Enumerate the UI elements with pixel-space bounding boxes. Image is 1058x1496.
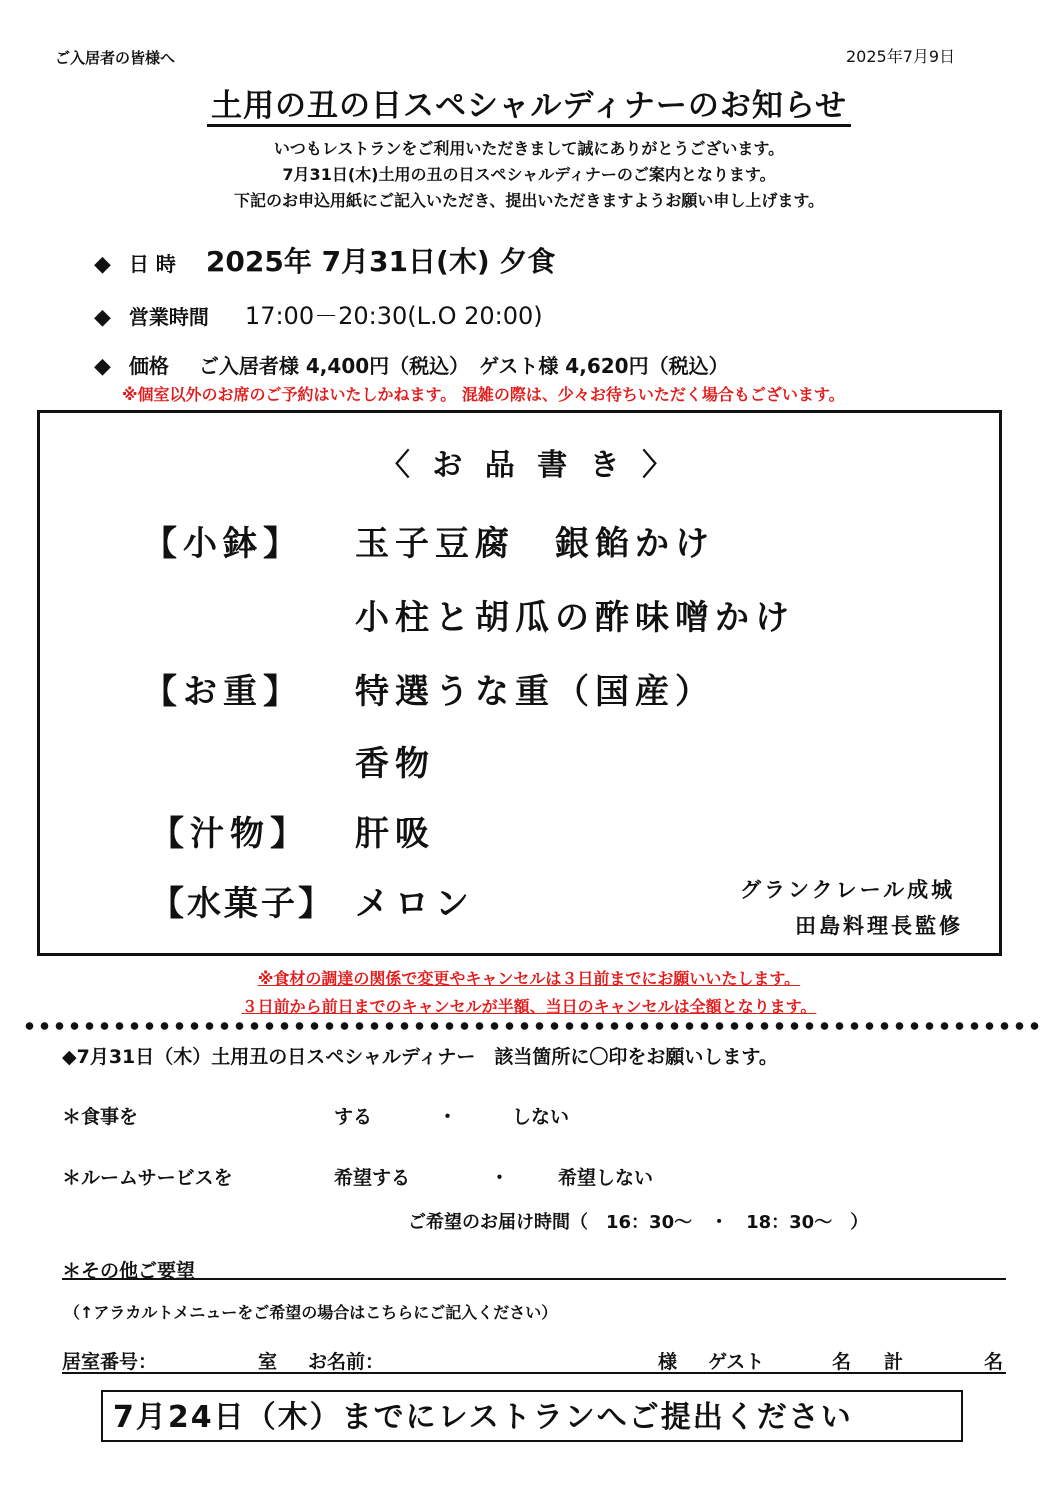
- room-service-separator: ・: [490, 1167, 510, 1189]
- intro-line-1: いつもレストランをご利用いただきまして誠にありがとうございます。: [273, 139, 785, 158]
- diamond-icon: ◆: [94, 305, 111, 330]
- alacarte-note: （↑アラカルトメニューをご希望の場合はこちらにご記入ください）: [64, 1303, 558, 1322]
- room-service-yes-option[interactable]: 希望する: [334, 1167, 411, 1189]
- meal-no-option[interactable]: しない: [512, 1106, 570, 1128]
- diamond-icon: ◆: [94, 354, 111, 379]
- date-label: 日 時: [128, 252, 176, 276]
- other-requests-line[interactable]: [62, 1278, 1006, 1280]
- menu-item-konomono: 香物: [355, 744, 435, 784]
- price-row: [94, 350, 729, 379]
- issue-date: 2025年7月9日: [846, 47, 956, 66]
- guest-label: ゲスト: [708, 1351, 765, 1373]
- menu-item-unaju: 特選うな重（国産）: [355, 672, 715, 712]
- intro-line-3: 下記のお申込用紙にご記入いただき、提出いただきますようお願い申し上げます。: [233, 191, 825, 210]
- room-suffix: 室: [258, 1351, 278, 1373]
- cancel-note-1: [0, 966, 1058, 989]
- chef-credit-line-2: 田島料理長監修: [795, 913, 963, 938]
- menu-item-kobashira: 小柱と胡瓜の酢味噌かけ: [355, 598, 795, 638]
- recipient: ご入居者の皆様へ: [55, 49, 176, 67]
- page-title: [0, 80, 1058, 125]
- name-label: お名前：: [308, 1351, 385, 1373]
- meal-separator: ・: [438, 1106, 458, 1128]
- date-value: 2025年 7月31日(木) 夕食: [205, 245, 556, 278]
- menu-heading: 〈 お 品 書 き 〉: [379, 448, 679, 483]
- sama-label: 様: [658, 1351, 678, 1373]
- intro-line-2: 7月31日(木)土用の丑の日スペシャルディナーのご案内となります。: [282, 165, 776, 184]
- menu-item-melon: メロン: [355, 884, 475, 924]
- guest-count-unit: 名: [832, 1351, 852, 1373]
- hours-label: 営業時間: [128, 305, 209, 329]
- price-label: 価格: [128, 354, 169, 378]
- menu-item-tamago: 玉子豆腐 銀餡かけ: [355, 524, 715, 564]
- delivery-time[interactable]: ご希望のお届け時間（ 16：30～ ・ 18：30～ ）: [408, 1212, 869, 1233]
- cut-line: [22, 1020, 1042, 1032]
- menu-item-kimosui: 肝吸: [355, 814, 435, 854]
- menu-category-shirumono: 【汁物】: [150, 814, 310, 854]
- deadline-box: 7月24日（木）までにレストランへご提出ください: [101, 1390, 963, 1442]
- room-service-label: ＊ルームサービスを: [62, 1167, 233, 1189]
- cancel-note-1-text: ※食材の調達の関係で変更やキャンセルは３日前までにお願いいたします。: [257, 969, 801, 988]
- menu-category-oju: 【お重】: [143, 672, 303, 712]
- page-title-text: 土用の丑の日スペシャルディナーのお知らせ: [207, 88, 851, 127]
- meal-label: ＊食事を: [62, 1106, 139, 1128]
- chef-credit-line-1: グランクレール成城: [740, 877, 956, 902]
- price-value: ご入居者様 4,400円（税込） ゲスト様 4,620円（税込）: [198, 354, 729, 378]
- menu-category-mizugashi: 【水菓子】: [150, 884, 335, 924]
- total-count-unit: 名: [984, 1351, 1004, 1373]
- price-note: ※個室以外のお席のご予約はいたしかねます。 混雑の際は、少々お待ちいただく場合もございます。: [122, 385, 845, 404]
- form-heading: ◆7月31日（木）土用丑の日スペシャルディナー 該当箇所に〇印をお願いします。: [62, 1046, 778, 1068]
- name-line[interactable]: [62, 1372, 1006, 1374]
- hours-value: 17:00－20:30(L.O 20:00): [244, 302, 543, 330]
- hours-row: [94, 296, 543, 331]
- menu-category-kobachi: 【小鉢】: [143, 524, 303, 564]
- room-number-label: 居室番号：: [62, 1351, 158, 1373]
- cancel-note-2: [0, 994, 1058, 1017]
- meal-yes-option[interactable]: する: [334, 1106, 373, 1128]
- diamond-icon: ◆: [94, 252, 111, 277]
- other-requests-label: ＊その他ご要望: [62, 1260, 196, 1282]
- room-service-no-option[interactable]: 希望しない: [558, 1167, 654, 1189]
- cancel-note-2-text: ３日前から前日までのキャンセルが半額、当日のキャンセルは全額となります。: [241, 997, 817, 1016]
- date-row: [94, 240, 555, 280]
- total-label: 計: [884, 1351, 904, 1373]
